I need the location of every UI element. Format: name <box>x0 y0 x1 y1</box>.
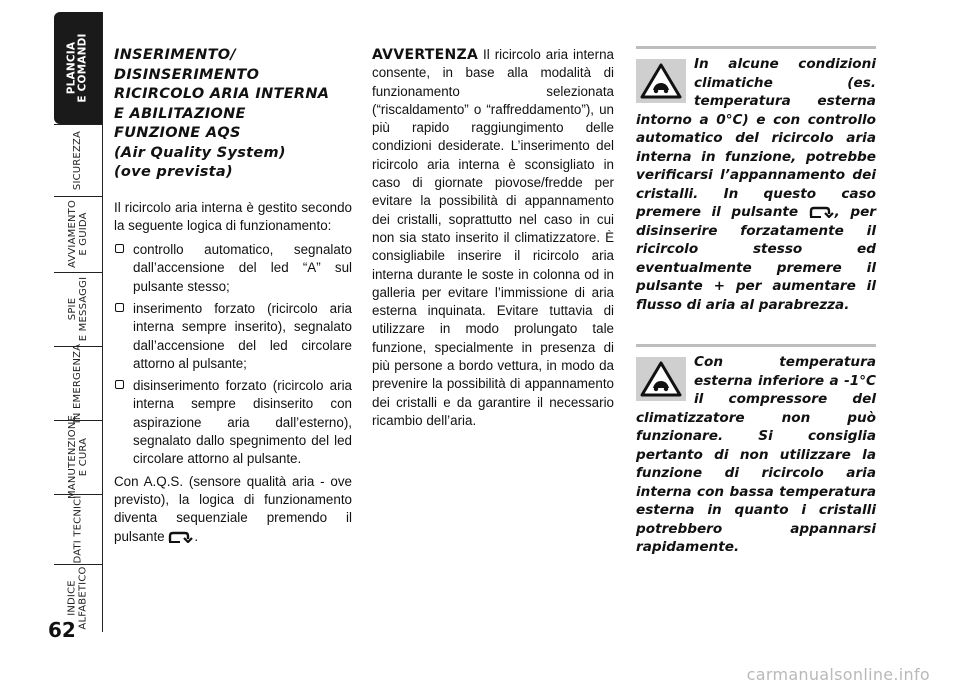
section-heading: INSERIMENTO/ DISINSERIMENTO RICIRCOLO ARIA INTERNA E ABILITAZIONE FUNZIONE AQS (Air Quality System) (ove prevista) <box>114 47 330 180</box>
tab-sicurezza[interactable]: SICUREZZA <box>72 130 84 190</box>
tab-dati-tecnici[interactable]: DATI TECNICI <box>72 495 84 563</box>
mode-list <box>114 241 352 469</box>
checkbox-bullet-icon <box>115 303 124 312</box>
tab-indice-alfabetico[interactable]: INDICE ALFABETICO <box>67 566 89 630</box>
recirculation-icon <box>809 206 835 218</box>
page-number: 62 <box>48 618 76 642</box>
tab-divider <box>54 272 102 273</box>
warning-triangle-icon <box>636 357 686 401</box>
tab-divider <box>54 124 102 125</box>
checkbox-bullet-icon <box>115 244 124 253</box>
tab-manutenzione-e-cura[interactable]: MANUTENZIONE E CURA <box>67 414 90 500</box>
warning-label: AVVERTENZA <box>372 47 479 63</box>
tab-divider <box>54 564 102 565</box>
tab-divider <box>54 196 102 197</box>
recirculation-icon <box>168 531 194 543</box>
checkbox-bullet-icon <box>115 380 124 389</box>
caution-note: In alcune condizioni climatiche (es. temperatura esterna intorno a 0°C) e con controllo automatico del ricircolo aria interna in funzione, potrebbe verificarsi l’appannamento dei cristalli. In questo caso premere il pulsante , per disinserire forzatamente il ricircolo stesso ed eventualmente premere il pulsante + per aumentare il flusso di aria al parabrezza. <box>636 46 876 314</box>
note-divider <box>636 46 876 49</box>
chapter-tab-strip <box>40 12 102 662</box>
tab-strip-rule <box>102 12 103 632</box>
warning-text: Il ricircolo aria interna consente, in base alla modalità di funzionamento selezionata (“riscaldamento” o “raffreddamento”), un più rapido raggiungimento delle condizioni desiderate. L’inserimento del ricircolo aria interna è sconsigliato in caso di giornate piovose/fredde per evitare la possibilità di appannamento dei cristalli, soprattutto nel caso in cui non sia stato inserito il climatizzatore. È consigliabile inserire il ricircolo aria interna durante le soste in colonna od in galleria per evitare l’immissione di aria esterna inquinata. Evitare tuttavia di utilizzare in modo prolungato tale funzione, specialmente in presenza di più persone a bordo vettura, in modo da prevenire la possibilità di appannamento dei cristalli e da garantire il necessario ricambio dell’aria. <box>372 47 614 428</box>
list-item: controllo automatico, segnalato dall’accensione del led “A” sul pulsante stesso; <box>114 241 352 296</box>
watermark: carmanualsonline.info <box>746 665 930 684</box>
warning-triangle-icon <box>636 59 686 103</box>
list-item: inserimento forzato (ricircolo aria interna sempre inserito), segnalato dall’accensione del led circolare attorno al pulsante; <box>114 300 352 373</box>
tab-avviamento-e-guida[interactable]: AVVIAMENTO E GUIDA <box>67 199 89 269</box>
tab-plancia-e-comandi[interactable]: PLANCIA E COMANDI <box>54 12 102 124</box>
tab-spie-e-messaggi[interactable]: SPIE E MESSAGGI <box>67 276 89 342</box>
warning-block <box>372 46 614 430</box>
list-item: disinserimento forzato (ricircolo aria interna sempre disinserito con aspirazione aria dall’esterno), segnalato dallo spegnimento del led circolare attorno al pulsante. <box>114 377 352 468</box>
recirculation-section <box>114 46 352 559</box>
tab-in-emergenza[interactable]: IN EMERGENZA <box>72 343 84 423</box>
intro-paragraph: Il ricircolo aria interna è gestito secondo la seguente logica di funzionamento: <box>114 199 352 233</box>
note-divider <box>636 344 876 347</box>
caution-note: Con temperatura esterna inferiore a -1°C il compressore del climatizzatore non può funzionare. Si consiglia pertanto di non utilizzare la funzione di ricircolo aria interna con bassa temperatura esterna in quanto i cristalli potrebbero appannarsi rapidamente. <box>636 344 876 557</box>
aqs-paragraph: Con A.Q.S. (sensore qualità aria - ove previsto), la logica di funzionamento diventa sequenziale premendo il pulsante . <box>114 473 352 544</box>
